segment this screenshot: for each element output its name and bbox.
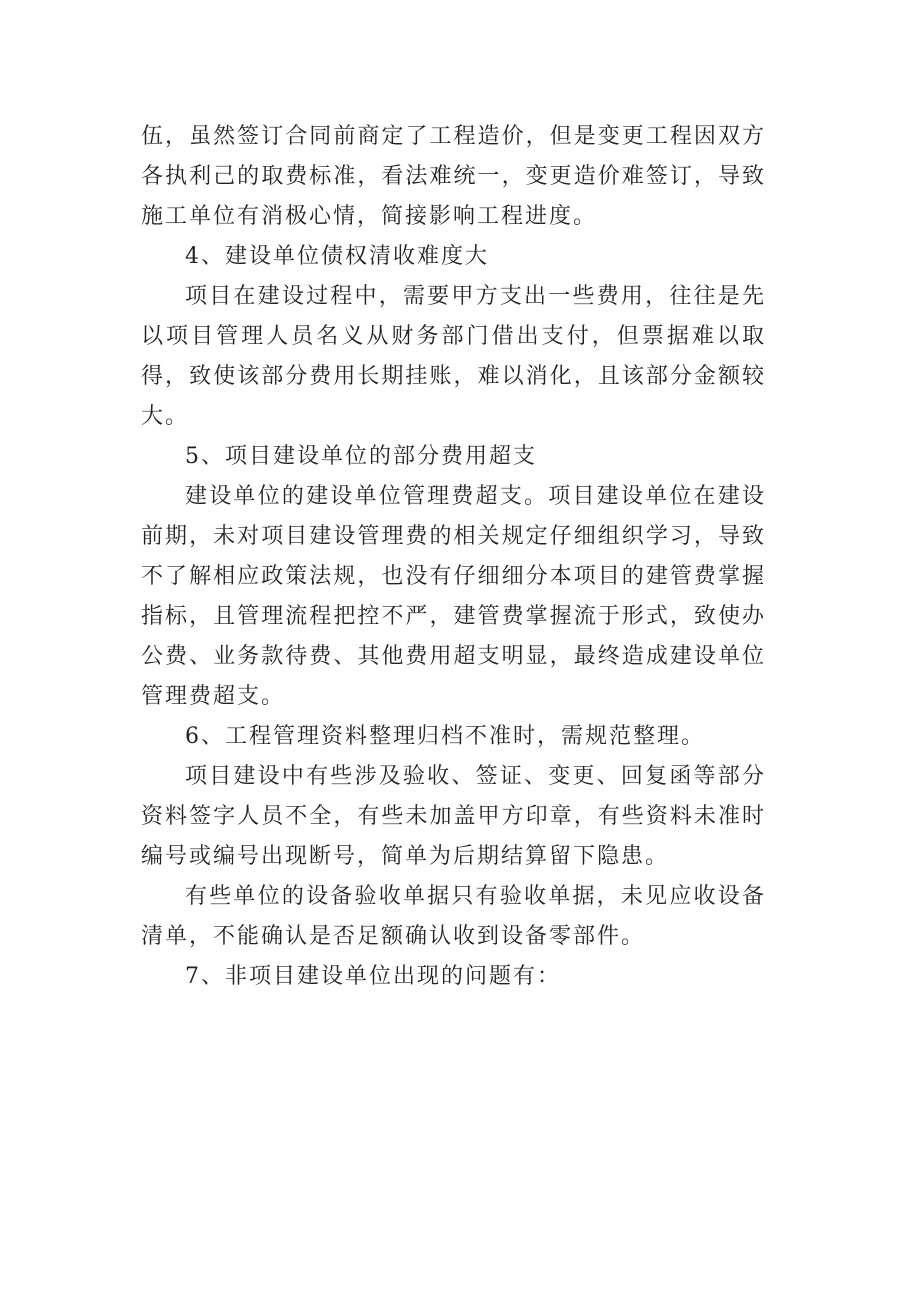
paragraph-2: 项目在建设过程中，需要甲方支出一些费用，往往是先以项目管理人员名义从财务部门借出支付，但票据难以取得，致使该部分费用长期挂账，难以消化，且该部分金额较大。 <box>141 284 766 429</box>
section-heading-7: 7、非项目建设单位出现的问题有： <box>185 964 561 989</box>
document-body <box>141 117 766 997</box>
section-heading-4: 4、建设单位债权清收难度大 <box>185 244 489 269</box>
paragraph-1: 伍，虽然签订合同前商定了工程造价，但是变更工程因双方各执利己的取费标准，看法难统一，变更造价难签订，导致施工单位有消极心情，简接影响工程进度。 <box>141 124 766 229</box>
section-heading-6: 6、工程管理资料整理归档不准时，需规范整理。 <box>185 724 705 749</box>
paragraph-4: 项目建设中有些涉及验收、签证、变更、回复函等部分资料签字人员不全，有些未加盖甲方印章，有些资料未准时编号或编号出现断号，简单为后期结算留下隐患。 <box>141 764 766 869</box>
paragraph-3: 建设单位的建设单位管理费超支。项目建设单位在建设前期，未对项目建设管理费的相关规定仔细组织学习，导致不了解相应政策法规，也没有仔细细分本项目的建管费掌握指标，且管理流程把控不严，建管费掌握流于形式，致使办公费、业务款待费、其他费用超支明显，最终造成建设单位管理费超支。 <box>141 484 766 709</box>
section-heading-5: 5、项目建设单位的部分费用超支 <box>185 444 537 469</box>
paragraph-5: 有些单位的设备验收单据只有验收单据，未见应收设备清单，不能确认是否足额确认收到设备零部件。 <box>141 884 766 949</box>
